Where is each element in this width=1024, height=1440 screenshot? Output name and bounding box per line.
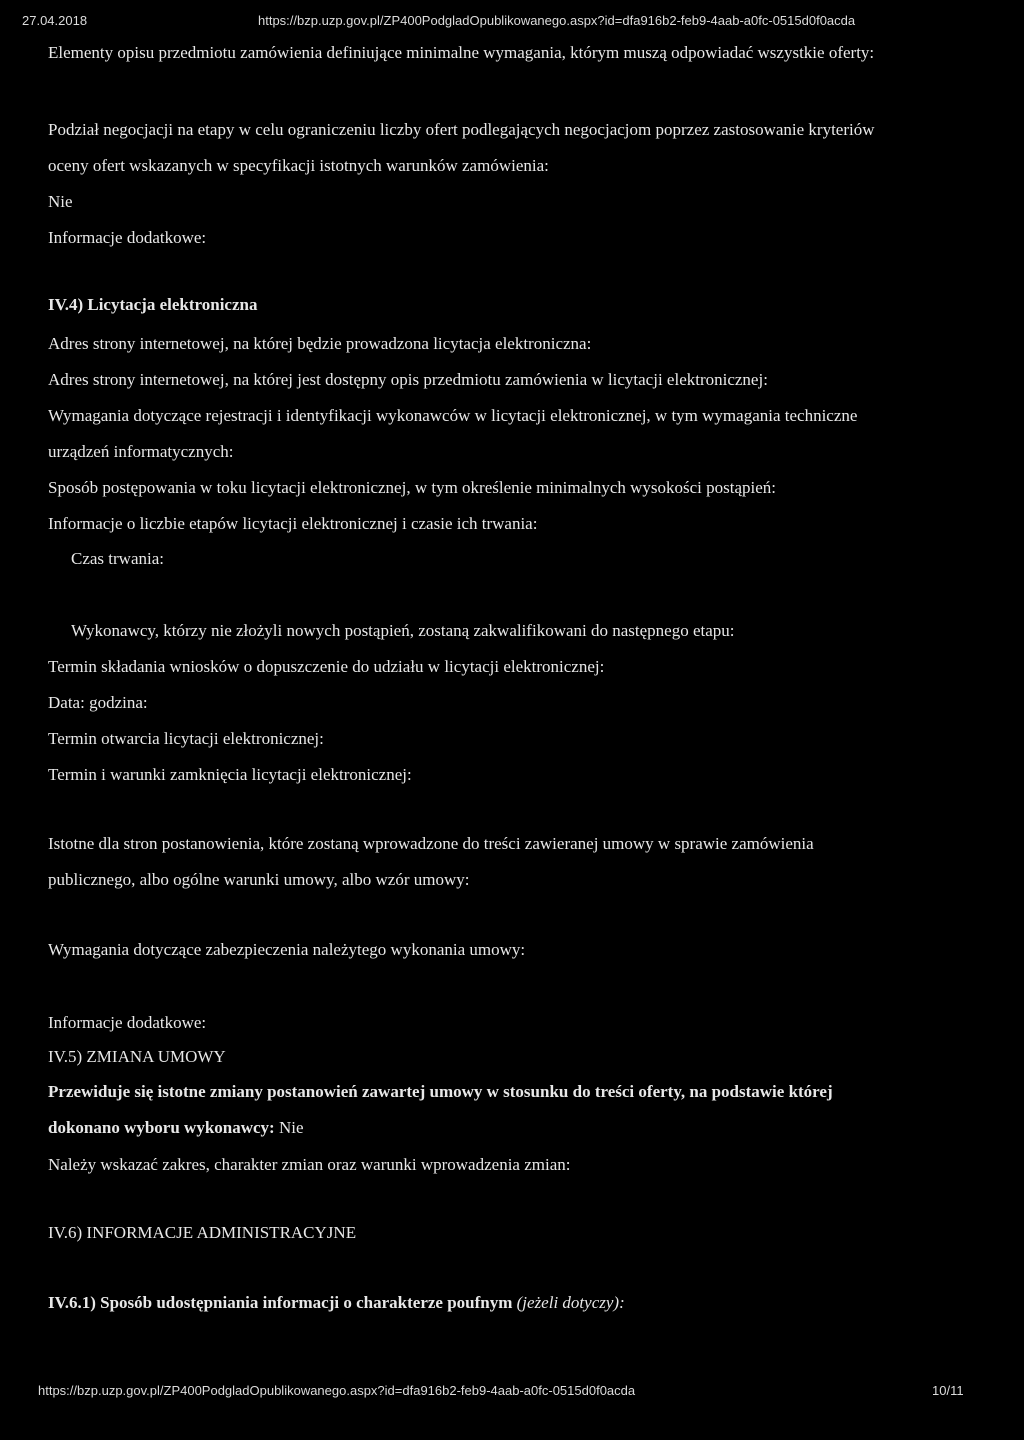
data-godzina-label: Data: godzina: bbox=[48, 693, 148, 712]
elementy-opisu-label: Elementy opisu przedmiotu zamówienia definiujące minimalne wymagania, którym muszą odpowiadać wszystkie oferty: bbox=[48, 43, 875, 62]
wykonawcy-label: Wykonawcy, którzy nie złożyli nowych postąpień, zostaną zakwalifikowani do następnego etapu: bbox=[71, 621, 735, 640]
section-iv61-note: (jeżeli dotyczy): bbox=[516, 1293, 625, 1312]
print-date: 27.04.2018 bbox=[22, 13, 88, 28]
section-iv6-heading: IV.6) INFORMACJE ADMINISTRACYJNE bbox=[48, 1223, 357, 1242]
istotne-postanowienia-label-1: Istotne dla stron postanowienia, które zostaną wprowadzone do treści zawieranej umowy w sprawie zamówienia bbox=[48, 834, 814, 853]
termin-zamkniecia-label: Termin i warunki zamknięcia licytacji elektronicznej: bbox=[48, 765, 412, 784]
print-url-footer: https://bzp.uzp.gov.pl/ZP400PodgladOpublikowanego.aspx?id=dfa916b2-feb9-4aab-a0fc-0515d0f0acda bbox=[38, 1383, 636, 1398]
przewiduje-zmiany-label-2: dokonano wyboru wykonawcy: bbox=[48, 1118, 275, 1137]
print-url-header: https://bzp.uzp.gov.pl/ZP400PodgladOpublikowanego.aspx?id=dfa916b2-feb9-4aab-a0fc-0515d0f0acda bbox=[258, 13, 856, 28]
wymagania-zabezpieczenia-label: Wymagania dotyczące zabezpieczenia należytego wykonania umowy: bbox=[48, 940, 526, 959]
podzial-negocjacji-label-2: oceny ofert wskazanych w specyfikacji istotnych warunków zamówienia: bbox=[48, 156, 549, 175]
section-iv4-heading: IV.4) Licytacja elektroniczna bbox=[48, 295, 258, 314]
wymagania-rejestracji-label-1: Wymagania dotyczące rejestracji i identyfikacji wykonawców w licytacji elektronicznej, w tym wymagania techniczne bbox=[48, 406, 858, 425]
section-iv61-heading: IV.6.1) Sposób udostępniania informacji o charakterze poufnym bbox=[48, 1293, 513, 1312]
adres-strony-label: Adres strony internetowej, na której będzie prowadzona licytacja elektroniczna: bbox=[48, 334, 592, 353]
informacje-dodatkowe-label: Informacje dodatkowe: bbox=[48, 228, 207, 247]
przewiduje-zmiany-label-1: Przewiduje się istotne zmiany postanowień zawartej umowy w stosunku do treści oferty, na podstawie której bbox=[48, 1082, 833, 1101]
przewiduje-zmiany-row bbox=[48, 1118, 304, 1138]
czas-trwania-label: Czas trwania: bbox=[71, 549, 164, 568]
section-iv5-heading: IV.5) ZMIANA UMOWY bbox=[48, 1047, 226, 1066]
adres-opisu-label: Adres strony internetowej, na której jest dostępny opis przedmiotu zamówienia w licytacji elektronicznej: bbox=[48, 370, 768, 389]
istotne-postanowienia-label-2: publicznego, albo ogólne warunki umowy, albo wzór umowy: bbox=[48, 870, 470, 889]
informacje-etapy-label: Informacje o liczbie etapów licytacji elektronicznej i czasie ich trwania: bbox=[48, 514, 538, 533]
termin-skladania-label: Termin składania wniosków o dopuszczenie do udziału w licytacji elektronicznej: bbox=[48, 657, 605, 676]
podzial-negocjacji-value: Nie bbox=[48, 192, 73, 211]
podzial-negocjacji-label-1: Podział negocjacji na etapy w celu ograniczeniu liczby ofert podlegających negocjacjom poprzez zastosowanie kryteriów bbox=[48, 120, 875, 139]
sposob-postepowania-label: Sposób postępowania w toku licytacji elektronicznej, w tym określenie minimalnych wysokości postąpień: bbox=[48, 478, 777, 497]
termin-otwarcia-label: Termin otwarcia licytacji elektronicznej: bbox=[48, 729, 324, 748]
przewiduje-zmiany-value: Nie bbox=[278, 1118, 304, 1137]
section-iv61-row bbox=[48, 1293, 625, 1313]
nalezy-wskazac-label: Należy wskazać zakres, charakter zmian oraz warunki wprowadzenia zmian: bbox=[48, 1155, 571, 1174]
informacje-dodatkowe-label-2: Informacje dodatkowe: bbox=[48, 1013, 207, 1032]
page-number: 10/11 bbox=[932, 1383, 964, 1398]
wymagania-rejestracji-label-2: urządzeń informatycznych: bbox=[48, 442, 234, 461]
